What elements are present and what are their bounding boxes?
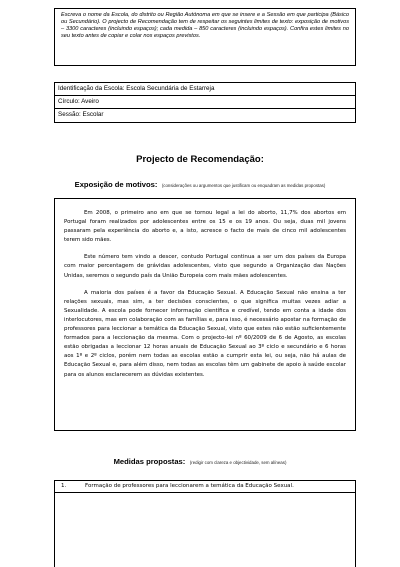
instructions-box	[54, 8, 356, 66]
motivos-paragraph: Em 2008, o primeiro ano em que se tornou legal a lei do aborto, 11,7% dos abortos em Portugal foram realizados por adolescentes entre os 15 e os 19 anos. Ou seja, duas mil jovens passaram pela experiência do aborto e, a isto, acresce o facto de mais de cinco mil adolescentes terem sido mães.	[64, 210, 346, 244]
school-row: Identificação da Escola: Escola Secundária de Estarreja	[55, 83, 355, 96]
medidas-label: Medidas propostas:	[113, 457, 186, 466]
motivos-box	[54, 198, 356, 431]
motivos-paragraph: A maioria dos países é a favor da Educação Sexual. A Educação Sexual não ensina a ter relações sexuais, mas sim, a ter decisões conscientes, o que significa muitas vezes adiar a Sexualidade. A escola pode fornecer informação científica e credível, tendo em conta a idade dos interlocutores, mas em colaboração com as famílias e, para isso, é necessário apostar na formação de professores para leccionar a temática da Educação Sexual, visto que estes não estão suficientemente formados para a leccionação da mesma. Com o projecto-lei nº 60/2009 de 6 de Agosto, as escolas estão obrigadas a leccionar 12 horas anuais de Educação Sexual ao 3º ciclo e secundário e 6 horas aos 1º e 2º ciclos, porém nem todas as escolas estão a cumprir esta lei, ou seja, não há aulas de Educação Sexual e, para além disso, nem todas as escolas têm um gabinete de apoio à saúde escolar para os alunos esclarecerem as dúvidas existentes.	[64, 289, 346, 378]
motivos-heading	[0, 174, 400, 192]
medidas-note: (redigir com clareza e objectividade, sem alíneas)	[189, 460, 287, 465]
motivos-paragraph: Este número tem vindo a descer, contudo Portugal continua a ser um dos países da Europa com maior percentagem de grávidas adolescentes, visto que segundo a Organização das Nações Unidas, seremos o segundo país da União Europeia com mais mães adolescentes.	[64, 254, 346, 279]
medidas-box	[54, 480, 356, 567]
document-title: Projecto de Recomendação:	[136, 154, 264, 165]
identification-table	[54, 82, 356, 123]
district-row: Círculo: Aveiro	[55, 96, 355, 109]
instructions-text: Escreva o nome da Escola, do distrito ou Região Autónoma em que se insere e a Sessão em que participa (Básico ou Secundário). O projecto de Recomendação tem de respeitar os seguintes limites de texto: exposição de motivos – 3300 caracteres (incluindo espaços); cada medida – 850 caracteres (incluindo espaços). Confira estes limites no seu texto antes de copiar e colar nos espaços previstos.	[61, 12, 349, 40]
session-row: Sessão: Escolar	[58, 111, 104, 118]
motivos-note: (considerações ou argumentos que justificam ou enquadram as medidas propostas)	[161, 183, 326, 188]
motivos-label: Exposição de motivos:	[74, 180, 158, 189]
medida-row	[55, 481, 355, 493]
medida-number: 1.	[61, 483, 67, 489]
medida-text: Formação de professores para leccionarem a temática da Educação Sexual.	[85, 483, 294, 489]
medidas-heading	[0, 451, 400, 469]
